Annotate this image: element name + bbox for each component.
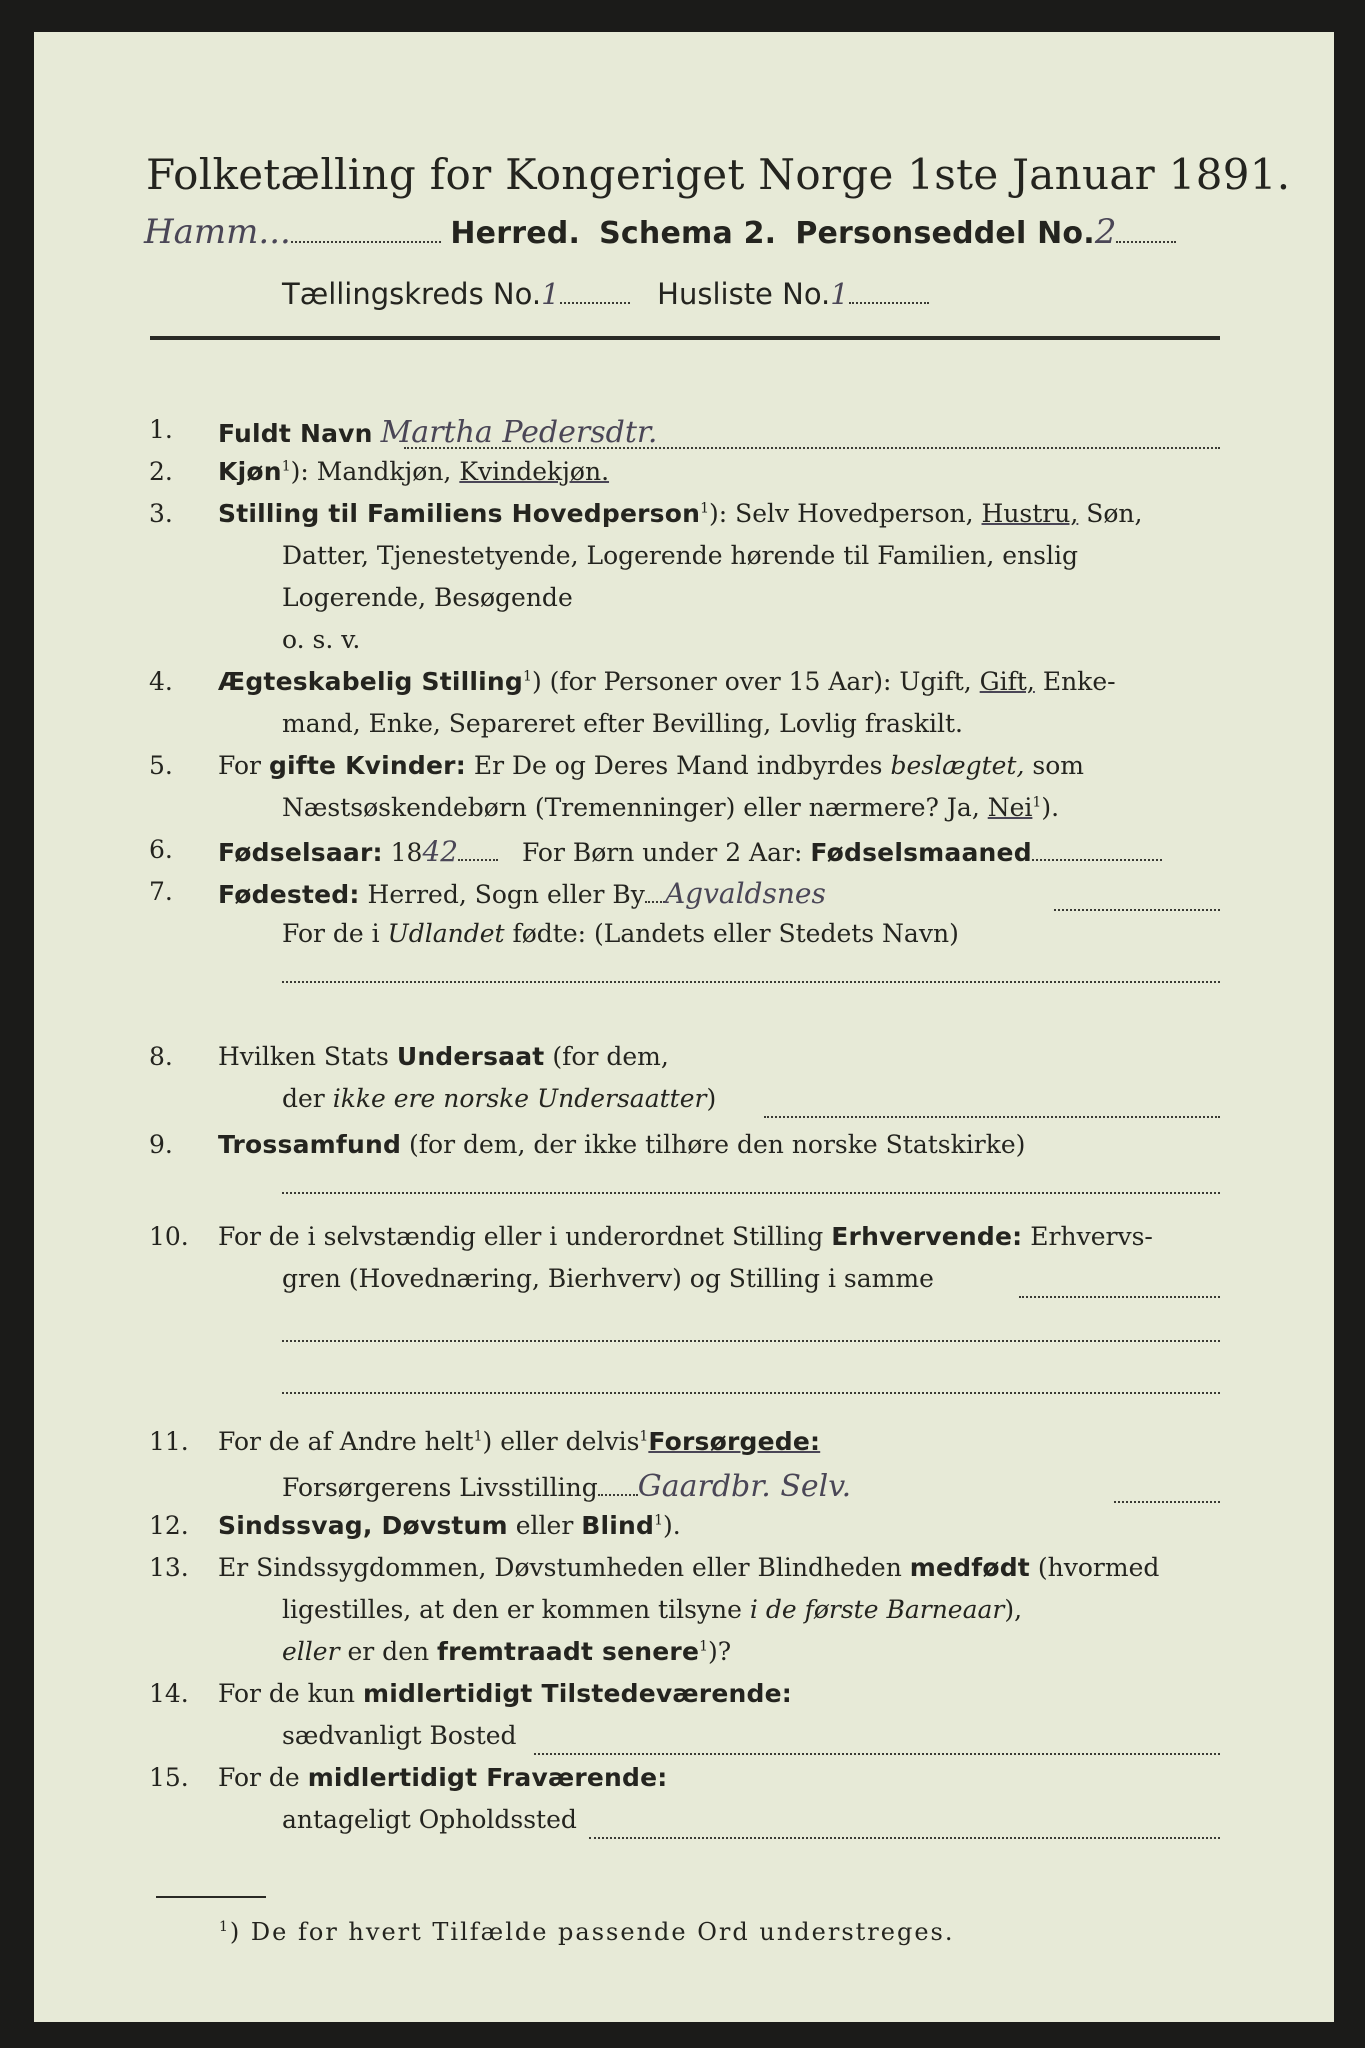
q3-text-end: Søn, bbox=[1078, 499, 1143, 528]
kreds-row bbox=[282, 277, 1334, 311]
q11-row bbox=[218, 1427, 820, 1456]
q15-line2: antageligt Opholdssted bbox=[282, 1805, 577, 1834]
q13-row bbox=[218, 1553, 1159, 1582]
q2-row bbox=[218, 457, 609, 486]
q3-line2: Datter, Tjenestetyende, Logerende hørende til Familien, enslig bbox=[282, 541, 1079, 570]
q1-dotline bbox=[404, 447, 1220, 449]
q5-text-end: som bbox=[1024, 751, 1084, 780]
q6-value: 42 bbox=[422, 835, 459, 868]
q10-dotline bbox=[1019, 1296, 1220, 1298]
q15-dotline bbox=[589, 1837, 1220, 1839]
q3-choice: Hustru, bbox=[981, 499, 1079, 528]
q11-line2 bbox=[282, 1469, 851, 1504]
herred-row bbox=[144, 212, 1334, 252]
kreds-label: Tællingskreds No. bbox=[282, 277, 542, 311]
q5-row bbox=[218, 751, 1084, 780]
q5-line2 bbox=[282, 793, 1059, 822]
q3-number: 3. bbox=[149, 499, 173, 528]
q13-post: (hvormed bbox=[1029, 1553, 1160, 1582]
q11-line2-text: Forsørgerens Livsstilling bbox=[282, 1473, 598, 1502]
q15-pre: For de bbox=[218, 1763, 308, 1792]
q8-dotline bbox=[764, 1116, 1220, 1118]
q14-dotline bbox=[534, 1753, 1220, 1755]
q13-label: medfødt bbox=[909, 1553, 1030, 1582]
q11-number: 11. bbox=[149, 1427, 189, 1456]
q5-line2-end: ). bbox=[1041, 793, 1060, 822]
q1-value: Martha Pedersdtr. bbox=[380, 415, 658, 450]
footnote bbox=[219, 1918, 1334, 1946]
q5-footnote-mark: 1 bbox=[1032, 794, 1042, 811]
q12-post: ). bbox=[663, 1511, 681, 1540]
q4-row bbox=[218, 667, 1116, 696]
q4-label: Ægteskabelig Stilling bbox=[218, 667, 524, 696]
q11-value: Gaardbr. Selv. bbox=[637, 1469, 852, 1504]
q10-pre: For de i selvstændig eller i underordnet Stilling bbox=[218, 1222, 832, 1251]
q3-text: ): Selv Hovedperson, bbox=[709, 499, 982, 528]
q8-number: 8. bbox=[149, 1042, 173, 1071]
q6-text: For Børn under 2 Aar: bbox=[521, 838, 811, 867]
q8-italic: ikke ere norske Undersaatter bbox=[332, 1084, 707, 1113]
q13-line3 bbox=[282, 1637, 731, 1666]
q7-italic: Udlandet bbox=[387, 919, 505, 948]
q11-dotline bbox=[1114, 1501, 1220, 1503]
q7-line2-end: fødte: (Landets eller Stedets Navn) bbox=[504, 919, 959, 948]
q10-number: 10. bbox=[149, 1222, 189, 1251]
q2-choice: Kvindekjøn. bbox=[459, 457, 610, 486]
q6-row bbox=[218, 835, 1162, 868]
q7-line2-text: For de i bbox=[282, 919, 388, 948]
q13-pre: Er Sindssygdommen, Døvstumheden eller Blindheden bbox=[218, 1553, 910, 1582]
herred-label: Herred. bbox=[450, 216, 581, 251]
q10-blank-line-1 bbox=[282, 1340, 1220, 1342]
q10-line2: gren (Hovednæring, Bierhverv) og Stilling i samme bbox=[282, 1264, 934, 1293]
q7-line2 bbox=[282, 919, 959, 948]
q9-number: 9. bbox=[149, 1130, 173, 1159]
q7-text: Herred, Sogn eller By bbox=[367, 880, 645, 909]
q15-row bbox=[218, 1763, 668, 1792]
herred-value: Hamm... bbox=[144, 212, 291, 252]
personseddel-value: 2 bbox=[1094, 212, 1117, 252]
q2-label: Kjøn bbox=[218, 457, 282, 486]
q8-post: (for dem, bbox=[544, 1042, 669, 1071]
q14-label: midlertidigt Tilstedeværende: bbox=[362, 1679, 792, 1708]
q4-number: 4. bbox=[149, 667, 173, 696]
q15-label: midlertidigt Fraværende: bbox=[307, 1763, 668, 1792]
q13-line2-text: ligestilles, at den er kommen tilsyne bbox=[282, 1595, 750, 1624]
q10-row bbox=[218, 1222, 1153, 1251]
q7-blank-line bbox=[282, 981, 1220, 983]
q10-label: Erhvervende: bbox=[831, 1222, 1023, 1251]
q3-line3: Logerende, Besøgende bbox=[282, 583, 573, 612]
q5-number: 5. bbox=[149, 751, 173, 780]
q10-blank-line-2 bbox=[282, 1392, 1220, 1394]
q8-line2 bbox=[282, 1084, 716, 1113]
q14-number: 14. bbox=[149, 1679, 189, 1708]
q8-pre: Hvilken Stats bbox=[218, 1042, 397, 1071]
personseddel-label: Personseddel No. bbox=[795, 216, 1095, 251]
q7-row bbox=[218, 877, 826, 910]
q1-row bbox=[218, 415, 657, 450]
q4-text-end: Enke- bbox=[1034, 667, 1116, 696]
q3-label: Stilling til Familiens Hovedperson bbox=[218, 499, 701, 528]
q13-line3-bold: fremtraadt senere bbox=[437, 1637, 700, 1666]
husliste-label: Husliste No. bbox=[657, 277, 831, 311]
q4-footnote-mark: 1 bbox=[523, 668, 532, 685]
q13-line3-mid: er den bbox=[339, 1637, 438, 1666]
q5-line2-text: Næstsøskendebørn (Tremenninger) eller nærmere? Ja, bbox=[282, 793, 988, 822]
q8-line2-end: ) bbox=[706, 1084, 717, 1113]
q4-text: ) (for Personer over 15 Aar): Ugift, bbox=[531, 667, 980, 696]
q13-line3-italic: eller bbox=[282, 1637, 340, 1666]
q13-italic: i de første Barneaar bbox=[749, 1595, 1005, 1624]
q7-dotline bbox=[1054, 909, 1220, 911]
q9-blank-line bbox=[282, 1192, 1220, 1194]
q14-row bbox=[218, 1679, 792, 1708]
q9-row bbox=[218, 1130, 1025, 1159]
q13-line3-end: )? bbox=[708, 1637, 732, 1666]
q5-text: Er De og Deres Mand indbyrdes bbox=[465, 751, 891, 780]
q2-footnote-mark: 1 bbox=[281, 458, 291, 475]
q13-line2 bbox=[282, 1595, 1022, 1624]
q2-text: ): Mandkjøn, bbox=[290, 457, 460, 486]
census-form-page bbox=[34, 32, 1334, 2022]
q4-choice: Gift, bbox=[979, 667, 1035, 696]
q8-row bbox=[218, 1042, 669, 1071]
q6-number: 6. bbox=[149, 835, 173, 864]
q11-mid: ) eller delvis bbox=[482, 1427, 640, 1456]
q11-footnote-mark-2: 1 bbox=[639, 1428, 649, 1445]
header-rule bbox=[150, 336, 1220, 340]
q2-number: 2. bbox=[149, 457, 173, 486]
q3-footnote-mark: 1 bbox=[700, 500, 710, 517]
q1-number: 1. bbox=[149, 415, 173, 444]
q5-pre: For bbox=[218, 751, 269, 780]
q9-text: (for dem, der ikke tilhøre den norske Statskirke) bbox=[401, 1130, 1026, 1159]
q1-label: Fuldt Navn bbox=[218, 419, 373, 448]
q9-label: Trossamfund bbox=[218, 1130, 402, 1159]
q3-row bbox=[218, 499, 1143, 528]
q11-pre: For de af Andre helt bbox=[218, 1427, 474, 1456]
footnote-rule bbox=[156, 1896, 266, 1898]
q5-choice: Nei bbox=[987, 793, 1033, 822]
kreds-value: 1 bbox=[541, 277, 560, 311]
footnote-text: ) De for hvert Tilfælde passende Ord understreges. bbox=[229, 1918, 955, 1946]
q6-label: Fødselsaar: bbox=[218, 838, 383, 867]
q5-label: gifte Kvinder: bbox=[268, 751, 466, 780]
q12-mid: eller bbox=[507, 1511, 582, 1540]
q7-label: Fødested: bbox=[218, 880, 360, 909]
q7-number: 7. bbox=[149, 877, 173, 906]
q10-post: Erhvervs- bbox=[1022, 1222, 1153, 1251]
q15-number: 15. bbox=[149, 1763, 189, 1792]
q6-label2: Fødselsmaaned bbox=[810, 838, 1032, 867]
q13-footnote-mark: 1 bbox=[699, 1638, 709, 1655]
q8-label: Undersaat bbox=[396, 1042, 545, 1071]
q13-number: 13. bbox=[149, 1553, 189, 1582]
q12-row bbox=[218, 1511, 681, 1540]
husliste-value: 1 bbox=[830, 277, 849, 311]
q12-label2: Blind bbox=[581, 1511, 655, 1540]
q11-label: Forsørgede: bbox=[648, 1427, 821, 1456]
q8-line2-text: der bbox=[282, 1084, 333, 1113]
q11-footnote-mark-1: 1 bbox=[473, 1428, 483, 1445]
footnote-mark: 1 bbox=[219, 1919, 230, 1935]
q12-footnote-mark: 1 bbox=[654, 1512, 664, 1529]
q5-italic: beslægtet, bbox=[890, 751, 1025, 780]
schema-label: Schema 2. bbox=[599, 216, 777, 251]
q12-number: 12. bbox=[149, 1511, 189, 1540]
q14-pre: For de kun bbox=[218, 1679, 363, 1708]
q3-line4: o. s. v. bbox=[282, 625, 361, 654]
q14-line2: sædvanligt Bosted bbox=[282, 1721, 517, 1750]
q12-label: Sindssvag, Døvstum bbox=[218, 1511, 508, 1540]
q13-line2-end: ), bbox=[1004, 1595, 1023, 1624]
form-title: Folketælling for Kongeriget Norge 1ste Januar 1891. bbox=[146, 150, 1291, 199]
q7-value: Agvaldsnes bbox=[664, 877, 826, 910]
q4-line2: mand, Enke, Separeret efter Bevilling, Lovlig fraskilt. bbox=[282, 709, 963, 738]
q6-prefix: 18 bbox=[390, 838, 423, 867]
